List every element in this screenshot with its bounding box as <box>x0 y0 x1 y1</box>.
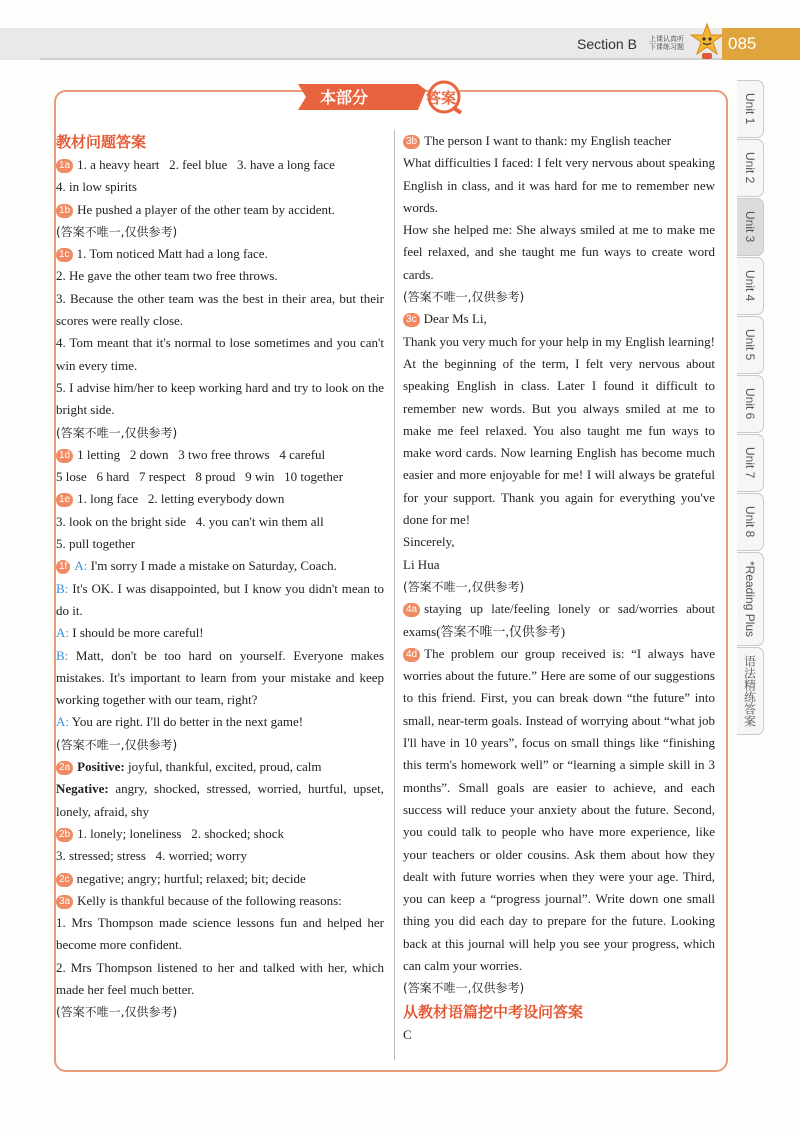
answer-line: 2. Mrs Thompson listened to her and talked with her, which made her feel much better. <box>56 959 384 997</box>
badge-1c: 1c <box>56 248 73 262</box>
tab-label: Unit 1 <box>743 93 757 125</box>
page-number: 085 <box>728 34 757 53</box>
answer-note: (答案不唯一,仅供参考) <box>403 579 525 594</box>
section-title: 从教材语篇挖中考设问答案 <box>403 1002 584 1021</box>
section-banner <box>294 80 464 114</box>
answer-line <box>56 778 384 823</box>
left-column <box>56 130 384 1024</box>
dialogue-row <box>56 622 384 644</box>
tab-label: 语法精练答案 <box>742 655 757 727</box>
tab-label: Unit 4 <box>743 270 757 302</box>
answer-line: 3. stressed; stress 4. worried; worry <box>56 848 247 864</box>
negative-label: Negative: <box>56 781 109 797</box>
badge-2a: 2a <box>56 761 73 775</box>
dialogue-row <box>56 578 384 623</box>
answer-text: 1. lonely; loneliness 2. shocked; shock <box>77 825 285 841</box>
answer-text: 1. long face 2. letting everybody down <box>77 491 285 507</box>
answer-note: (答案不唯一,仅供参考) <box>56 425 178 440</box>
slogan-top: 上课认真听 <box>649 36 684 43</box>
answer-2c <box>56 868 384 890</box>
answer-line: How she helped me: She always smiled at me to make me feel relaxed, and she taught me fun ways to create word cards. <box>403 222 715 282</box>
tab-label: Unit 6 <box>743 388 757 420</box>
answer-1b <box>56 199 384 221</box>
answer-text: Dear Ms Li, <box>423 311 487 327</box>
answer-text: 1. a heavy heart 2. feel blue 3. have a long face <box>77 157 335 172</box>
badge-3c: 3c <box>403 313 420 327</box>
badge-1b: 1b <box>56 204 73 218</box>
answer-note: (答案不唯一,仅供参考) <box>403 290 525 305</box>
tab-label: Unit 3 <box>743 211 757 243</box>
tab-label: Unit 8 <box>743 506 757 538</box>
tab-unit-8[interactable] <box>737 493 764 551</box>
answer-line: 1. Mrs Thompson made science lessons fun and helped her become more confident. <box>56 915 384 953</box>
answer-line: 5 lose 6 hard 7 respect 8 proud 9 win 10 together <box>56 469 344 485</box>
section-label: Section B <box>577 36 637 52</box>
answer-line: 2. He gave the other team two free throws. <box>56 268 278 284</box>
answer-line: 3. look on the bright side 4. you can't win them all <box>56 513 324 529</box>
answer-line: 4. in low spirits <box>56 179 137 195</box>
answer-line: 5. I advise him/her to keep working hard and try to look on the bright side. <box>56 379 384 418</box>
answer-3b <box>403 130 715 152</box>
speaker-a: A: <box>56 625 69 641</box>
tab-label: Unit 7 <box>743 447 757 479</box>
final-answer: C <box>403 1026 412 1042</box>
banner-part2: 答案 <box>426 89 457 107</box>
answer-line: 4. Tom meant that it's normal to lose sometimes and you can't win every time. <box>56 335 384 373</box>
speaker-a: A: <box>56 714 69 730</box>
star-mascot-icon <box>690 22 724 60</box>
answer-line: 3. Because the other team was the best in their area, but their scores were really close. <box>56 290 384 329</box>
answer-note: (答案不唯一,仅供参考) <box>403 981 525 996</box>
dialogue-line: You are right. I'll do better in the next game! <box>71 714 304 730</box>
answer-1f <box>56 555 384 577</box>
letter-body: Thank you very much for your help in my English learning! At the beginning of the term, I felt very nervous about speaking English in class. Later I found it difficult to remember new words. But you always smiled at me to make me feel relaxed. You also taught me fun ways to make word cards. Now learning English has become much easier and more enjoyable for me! I will always be grateful for your support. Thank you again for everything you've done for me! <box>403 333 715 528</box>
tab-label: Unit 5 <box>743 329 757 361</box>
answer-1d <box>56 444 384 466</box>
answer-2a <box>56 756 384 778</box>
dialogue-row <box>56 711 384 733</box>
answer-note: (答案不唯一,仅供参考) <box>56 737 178 752</box>
letter-closing: Sincerely, <box>403 534 455 550</box>
tab-grammar-answers[interactable] <box>737 647 764 735</box>
answer-3c <box>403 308 715 330</box>
answer-1e <box>56 488 384 510</box>
tab-reading-plus[interactable] <box>737 552 764 646</box>
answer-text: The problem our group received is: “I always have worries about the future.” Here are some of our suggestions to this friend. First, you can break down “the future” into small, near-term goals. Instead of worrying about “what job I'll have in 10 years”, focus on small things like “finishing this term's homework well” or “learning a simple skill in 3 months”. Small goals are easier to achieve, and each success will reduce your anxiety about the future. Second, you could talk to people who have more experience, like your teachers or older cousins. Ask them about how they dealt with future worries when they were your age. Third, you can keep a “progress journal”. Write down one small thing you did each day to prepare for the future. Looking back at this journal will help you see your progress, which can calm your worries. <box>403 645 715 973</box>
dialogue-line: It's OK. I was disappointed, but I know you didn't mean to do it. <box>56 580 384 618</box>
badge-3b: 3b <box>403 135 420 149</box>
tab-unit-6[interactable] <box>737 375 764 433</box>
positive-label: Positive: <box>77 759 125 775</box>
badge-2b: 2b <box>56 828 73 842</box>
section-title: 教材问题答案 <box>56 133 147 151</box>
tab-unit-2[interactable] <box>737 139 764 197</box>
banner-part1: 本部分 <box>320 88 369 107</box>
header-divider <box>40 58 740 60</box>
answer-line: 5. pull together <box>56 536 136 552</box>
tab-unit-4[interactable] <box>737 257 764 315</box>
speaker-b: B: <box>56 647 69 663</box>
answer-text: 1. Tom noticed Matt had a long face. <box>76 246 268 262</box>
answer-text: joyful, thankful, excited, proud, calm <box>128 759 322 775</box>
badge-4a: 4a <box>403 603 420 617</box>
answer-1c <box>56 243 384 265</box>
answer-text: negative; angry; hurtful; relaxed; bit; decide <box>76 870 306 886</box>
speaker-b: B: <box>56 580 69 596</box>
dialogue-line: I'm sorry I made a mistake on Saturday, Coach. <box>90 558 337 574</box>
tab-unit-5[interactable] <box>737 316 764 374</box>
answer-4d <box>403 643 715 977</box>
answer-text: 1 letting 2 down 3 two free throws 4 careful <box>77 446 326 462</box>
answer-4a <box>403 598 715 643</box>
answer-text: The person I want to thank: my English teacher <box>424 133 672 148</box>
tab-unit-1[interactable] <box>737 80 764 138</box>
badge-1d: 1d <box>56 449 73 463</box>
answer-line: What difficulties I faced: I felt very nervous about speaking English in class, and it was hard for me to remember new words. <box>403 155 715 215</box>
letter-signature: Li Hua <box>403 556 440 572</box>
column-divider <box>394 130 395 1060</box>
answer-note: (答案不唯一,仅供参考) <box>56 1005 178 1020</box>
answer-2b <box>56 823 384 845</box>
badge-2c: 2c <box>56 873 73 887</box>
dialogue-row <box>56 645 384 712</box>
badge-1a: 1a <box>56 159 73 173</box>
answer-text: staying up late/feeling lonely or sad/worries about exams(答案不唯一,仅供参考) <box>403 601 715 639</box>
answer-text: He pushed a player of the other team by accident. <box>77 201 335 217</box>
header-slogan <box>649 36 684 52</box>
answer-1a <box>56 154 384 176</box>
dialogue-line: Matt, don't be too hard on yourself. Everyone makes mistakes. It's important to learn from your mistake and keep working together with our team, right? <box>56 647 385 708</box>
badge-3a: 3a <box>56 895 73 909</box>
badge-1e: 1e <box>56 493 73 507</box>
slogan-bottom: 下课练习题 <box>649 44 684 51</box>
answer-text: angry, shocked, stressed, worried, hurtful, upset, lonely, afraid, shy <box>56 781 384 819</box>
right-column <box>403 130 715 1046</box>
answer-note: (答案不唯一,仅供参考) <box>56 224 178 239</box>
tab-unit-7[interactable] <box>737 434 764 492</box>
answer-text: Kelly is thankful because of the following reasons: <box>77 892 342 908</box>
tab-unit-3[interactable] <box>737 198 764 256</box>
tab-label: Unit 2 <box>743 152 757 184</box>
tab-label: *Reading Plus <box>743 560 757 638</box>
speaker-a: A: <box>74 558 88 574</box>
badge-1f: 1f <box>56 560 70 574</box>
dialogue-line: I should be more careful! <box>72 625 204 641</box>
badge-4d: 4d <box>403 648 420 662</box>
answer-3a <box>56 890 384 912</box>
